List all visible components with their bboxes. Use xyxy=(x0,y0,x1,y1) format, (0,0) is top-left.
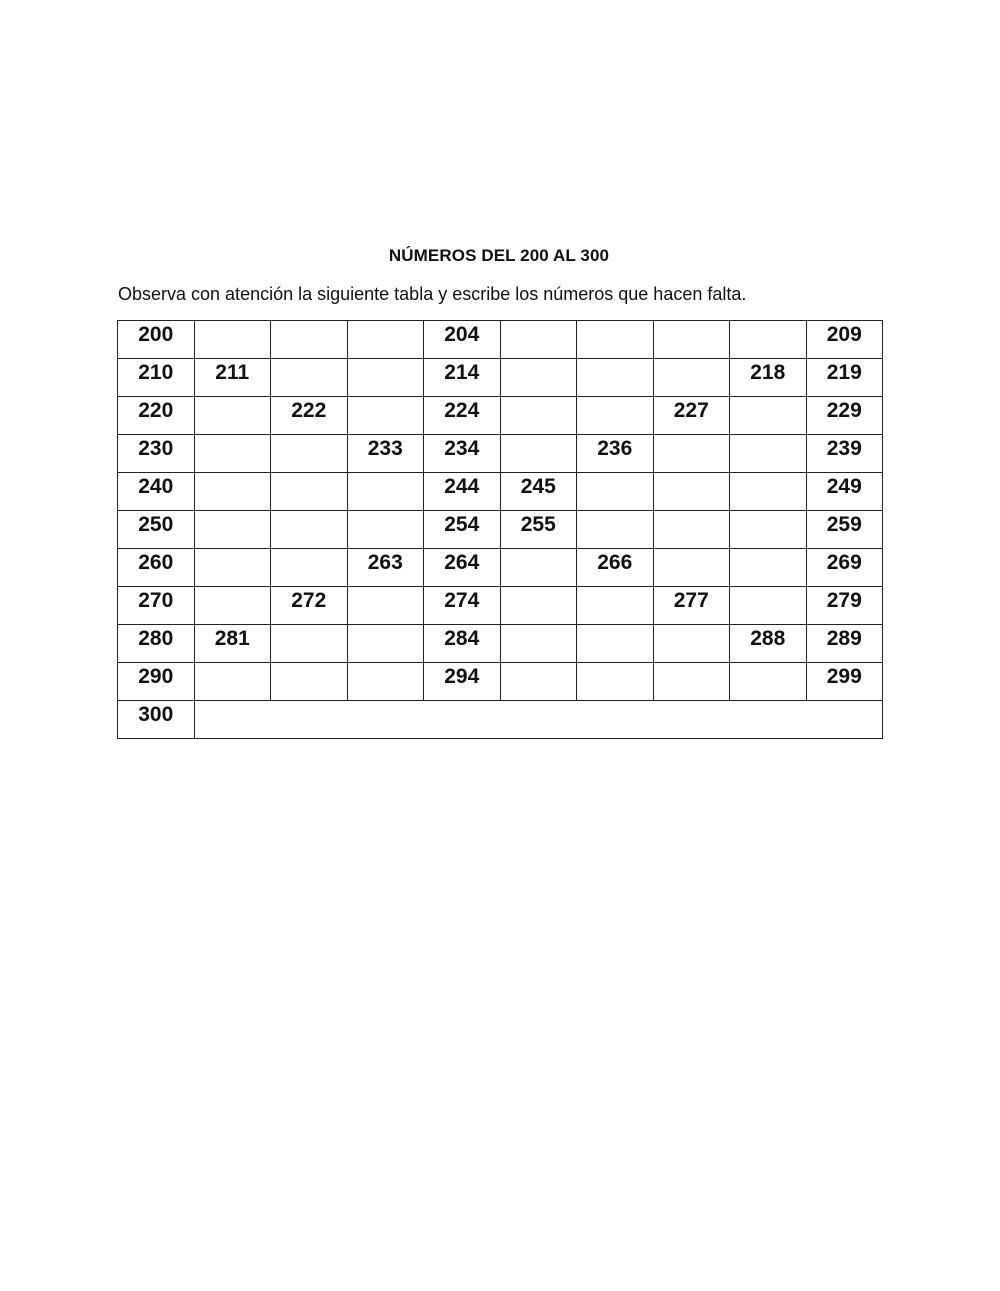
number-cell: 249 xyxy=(806,473,883,511)
number-grid-body xyxy=(118,321,883,739)
number-cell: 266 xyxy=(577,549,654,587)
blank-cell[interactable] xyxy=(653,511,730,549)
blank-cell[interactable] xyxy=(730,663,807,701)
number-cell: 219 xyxy=(806,359,883,397)
blank-cell[interactable] xyxy=(347,663,424,701)
blank-cell[interactable] xyxy=(653,663,730,701)
blank-cell[interactable] xyxy=(730,511,807,549)
grid-row xyxy=(118,397,883,435)
number-cell: 222 xyxy=(271,397,348,435)
blank-cell[interactable] xyxy=(500,625,577,663)
blank-cell[interactable] xyxy=(194,663,271,701)
number-cell: 274 xyxy=(424,587,501,625)
blank-cell[interactable] xyxy=(194,435,271,473)
number-cell: 299 xyxy=(806,663,883,701)
number-cell: 277 xyxy=(653,587,730,625)
number-cell: 280 xyxy=(118,625,195,663)
number-cell: 279 xyxy=(806,587,883,625)
blank-cell[interactable] xyxy=(653,625,730,663)
blank-cell[interactable] xyxy=(271,549,348,587)
blank-cell[interactable] xyxy=(500,359,577,397)
number-cell: 254 xyxy=(424,511,501,549)
blank-cell[interactable] xyxy=(500,397,577,435)
blank-cell[interactable] xyxy=(577,473,654,511)
number-cell: 227 xyxy=(653,397,730,435)
number-cell: 233 xyxy=(347,435,424,473)
blank-cell[interactable] xyxy=(730,397,807,435)
blank-cell[interactable] xyxy=(730,587,807,625)
grid-row xyxy=(118,587,883,625)
number-cell: 259 xyxy=(806,511,883,549)
blank-cell[interactable] xyxy=(577,663,654,701)
number-cell: 270 xyxy=(118,587,195,625)
number-cell: 250 xyxy=(118,511,195,549)
blank-cell[interactable] xyxy=(347,587,424,625)
number-cell: 229 xyxy=(806,397,883,435)
number-cell: 300 xyxy=(118,701,195,739)
blank-cell[interactable] xyxy=(347,625,424,663)
blank-cell[interactable] xyxy=(577,587,654,625)
number-cell: 284 xyxy=(424,625,501,663)
number-cell: 281 xyxy=(194,625,271,663)
number-cell: 260 xyxy=(118,549,195,587)
grid-row xyxy=(118,473,883,511)
worksheet-title: NÚMEROS DEL 200 AL 300 xyxy=(388,246,610,265)
number-cell: 214 xyxy=(424,359,501,397)
blank-cell[interactable] xyxy=(347,321,424,359)
number-cell: 230 xyxy=(118,435,195,473)
number-cell: 239 xyxy=(806,435,883,473)
blank-cell[interactable] xyxy=(194,397,271,435)
grid-row xyxy=(118,663,883,701)
number-cell: 288 xyxy=(730,625,807,663)
blank-cell[interactable] xyxy=(271,435,348,473)
blank-cell[interactable] xyxy=(577,397,654,435)
blank-cell[interactable] xyxy=(271,359,348,397)
blank-cell[interactable] xyxy=(653,549,730,587)
number-cell: 220 xyxy=(118,397,195,435)
blank-cell[interactable] xyxy=(271,473,348,511)
blank-cell[interactable] xyxy=(271,625,348,663)
grid-row xyxy=(118,359,883,397)
blank-cell[interactable] xyxy=(653,473,730,511)
blank-cell[interactable] xyxy=(271,321,348,359)
number-cell: 263 xyxy=(347,549,424,587)
blank-cell[interactable] xyxy=(653,435,730,473)
number-cell: 204 xyxy=(424,321,501,359)
number-cell: 240 xyxy=(118,473,195,511)
blank-cell[interactable] xyxy=(730,549,807,587)
blank-cell[interactable] xyxy=(730,435,807,473)
number-cell: 209 xyxy=(806,321,883,359)
blank-cell[interactable] xyxy=(194,473,271,511)
blank-cell[interactable] xyxy=(577,625,654,663)
blank-cell[interactable] xyxy=(577,511,654,549)
blank-merged-cell xyxy=(194,701,883,739)
number-cell: 294 xyxy=(424,663,501,701)
number-cell: 245 xyxy=(500,473,577,511)
grid-row xyxy=(118,321,883,359)
blank-cell[interactable] xyxy=(730,473,807,511)
grid-row-last xyxy=(118,701,883,739)
number-cell: 211 xyxy=(194,359,271,397)
blank-cell[interactable] xyxy=(194,321,271,359)
number-cell: 269 xyxy=(806,549,883,587)
blank-cell[interactable] xyxy=(271,663,348,701)
blank-cell[interactable] xyxy=(653,321,730,359)
number-cell: 234 xyxy=(424,435,501,473)
blank-cell[interactable] xyxy=(653,359,730,397)
blank-cell[interactable] xyxy=(194,511,271,549)
grid-row xyxy=(118,511,883,549)
number-cell: 290 xyxy=(118,663,195,701)
number-cell: 218 xyxy=(730,359,807,397)
grid-row xyxy=(118,435,883,473)
number-cell: 236 xyxy=(577,435,654,473)
number-cell: 255 xyxy=(500,511,577,549)
blank-cell[interactable] xyxy=(500,663,577,701)
number-cell: 289 xyxy=(806,625,883,663)
blank-cell[interactable] xyxy=(347,397,424,435)
worksheet-instructions: Observa con atención la siguiente tabla y escribe los números que hacen falta. xyxy=(118,284,747,304)
blank-cell[interactable] xyxy=(194,549,271,587)
grid-row xyxy=(118,549,883,587)
number-cell: 224 xyxy=(424,397,501,435)
blank-cell[interactable] xyxy=(500,435,577,473)
number-cell: 244 xyxy=(424,473,501,511)
grid-row xyxy=(118,625,883,663)
blank-cell[interactable] xyxy=(347,473,424,511)
blank-cell[interactable] xyxy=(730,321,807,359)
number-cell: 264 xyxy=(424,549,501,587)
blank-cell[interactable] xyxy=(500,587,577,625)
blank-cell[interactable] xyxy=(500,549,577,587)
number-cell: 200 xyxy=(118,321,195,359)
number-cell: 272 xyxy=(271,587,348,625)
number-grid xyxy=(117,320,883,739)
blank-cell[interactable] xyxy=(577,359,654,397)
blank-cell[interactable] xyxy=(577,321,654,359)
blank-cell[interactable] xyxy=(500,321,577,359)
number-cell: 210 xyxy=(118,359,195,397)
blank-cell[interactable] xyxy=(347,359,424,397)
blank-cell[interactable] xyxy=(271,511,348,549)
blank-cell[interactable] xyxy=(347,511,424,549)
blank-cell[interactable] xyxy=(194,587,271,625)
